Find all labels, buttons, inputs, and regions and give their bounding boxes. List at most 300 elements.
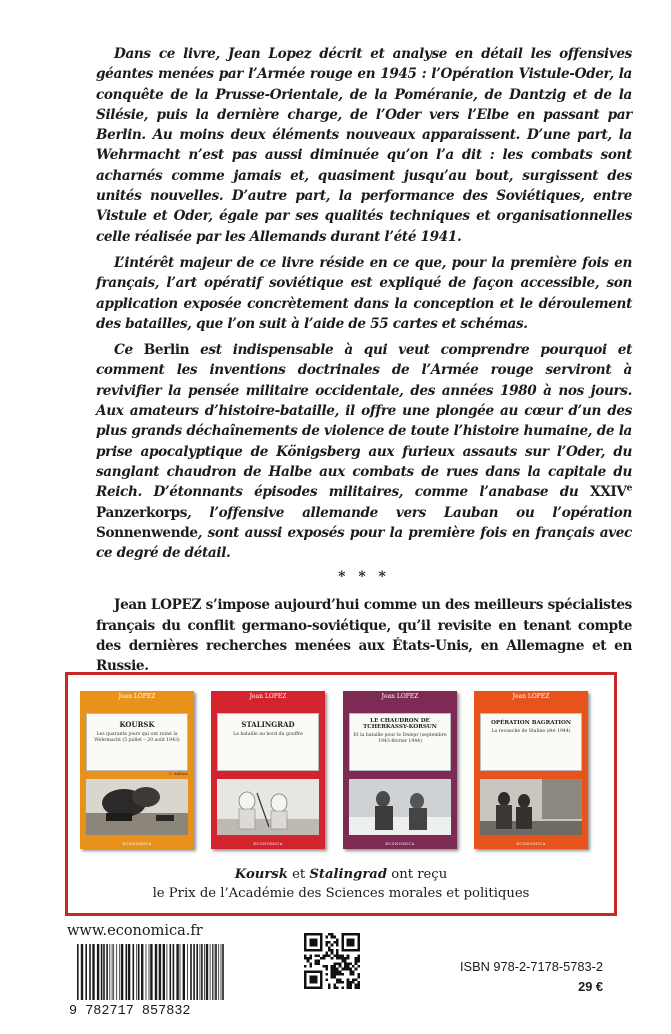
barcode-bar: [155, 944, 157, 1000]
qr-module: [341, 954, 344, 957]
book-title: KOURSK: [119, 720, 155, 729]
qr-module: [309, 957, 312, 960]
qr-module: [317, 933, 320, 936]
barcode-bar: [190, 944, 192, 1000]
qr-module: [352, 981, 355, 984]
qr-module: [349, 986, 352, 989]
qr-module: [344, 933, 347, 936]
qr-module: [357, 944, 360, 947]
barcode-bar: [116, 944, 117, 1000]
qr-module: [355, 962, 358, 965]
qr-module: [336, 970, 339, 973]
book-author: Jean LOPEZ: [249, 693, 287, 700]
qr-module: [349, 984, 352, 987]
barcode-bar: [77, 944, 79, 1000]
qr-module: [344, 962, 347, 965]
qr-module: [344, 949, 347, 952]
qr-module: [325, 944, 328, 947]
qr-module: [331, 968, 334, 971]
qr-module: [331, 970, 334, 973]
qr-module: [349, 981, 352, 984]
qr-module: [355, 986, 358, 989]
barcode-bar: [149, 944, 150, 1000]
qr-module: [347, 986, 350, 989]
qr-module: [339, 957, 342, 960]
p3-part: est indispensable à qui veut comprendre pourquoi et comment les inventions doctrinales de l’Armée rouge serviront à revivifier la pensée militaire occidentale, des années 1980 à nos jours. Aux amateurs d’histoire-bataille, il offre une plongée au cœur d’un des plus grands déchaînements de violence de toute l’histoire humaine, de la prise apocalyptique de Königsberg aux furieux assauts sur l’Oder, du sanglant chaudron de Halbe aux combats de rues dans la capitale du Reich. D’étonnants épisodes militaires, comme l’anabase du: [96, 342, 632, 501]
qr-module: [328, 986, 331, 989]
book-title-berlin: Berlin: [143, 342, 190, 359]
qr-module: [312, 949, 315, 952]
p3-part: , l’offensive allemande vers Lauban ou l’opération: [187, 504, 632, 521]
barcode-bar: [81, 944, 83, 1000]
qr-module: [339, 965, 342, 968]
qr-module: [304, 981, 307, 984]
qr-module: [309, 938, 312, 941]
book-cover-tcherkassy: [343, 691, 457, 849]
qr-module: [325, 968, 328, 971]
qr-module: [304, 938, 307, 941]
barcode-bar: [206, 944, 208, 1000]
qr-module: [357, 957, 360, 960]
qr-module: [341, 941, 344, 944]
qr-module: [341, 986, 344, 989]
qr-module: [325, 941, 328, 944]
qr-module: [341, 946, 344, 949]
qr-module: [344, 957, 347, 960]
award-caption: [68, 865, 614, 903]
back-cover-text: [96, 44, 632, 677]
qr-module: [309, 981, 312, 984]
barcode-bar: [89, 944, 91, 1000]
qr-module: [304, 976, 307, 979]
qr-module: [355, 949, 358, 952]
barcode-bar: [204, 944, 205, 1000]
qr-module: [347, 978, 350, 981]
barcode-digits: 9 782717 857832: [69, 1004, 191, 1016]
qr-module: [320, 938, 323, 941]
barcode-bar: [109, 944, 110, 1000]
qr-module: [339, 954, 342, 957]
qr-module: [333, 973, 336, 976]
book-subtitle: La revanche de Staline (été 1944): [491, 729, 571, 734]
qr-module: [333, 965, 336, 968]
qr-module: [339, 962, 342, 965]
qr-module: [341, 981, 344, 984]
qr-module: [339, 978, 342, 981]
qr-module: [331, 957, 334, 960]
qr-module: [309, 949, 312, 952]
qr-module: [349, 941, 352, 944]
qr-module: [304, 957, 307, 960]
qr-module: [341, 960, 344, 963]
qr-module: [341, 968, 344, 971]
qr-module: [357, 984, 360, 987]
book-author: Jean LOPEZ: [512, 693, 550, 700]
qr-module: [307, 949, 310, 952]
qr-module: [312, 944, 315, 947]
qr-module: [357, 981, 360, 984]
book-cover-stalingrad: [211, 691, 325, 849]
isbn-number: ISBN 978-2-7178-5783-2: [460, 959, 603, 974]
caption-received: ont reçu: [387, 867, 448, 882]
qr-module: [323, 954, 326, 957]
qr-module: [333, 941, 336, 944]
qr-module: [315, 938, 318, 941]
qr-module: [336, 938, 339, 941]
qr-module: [357, 965, 360, 968]
qr-module: [357, 938, 360, 941]
qr-module: [323, 965, 326, 968]
barcode-bar: [112, 944, 113, 1000]
qr-module: [349, 970, 352, 973]
qr-module: [357, 946, 360, 949]
qr-module: [315, 941, 318, 944]
barcode-bar: [193, 944, 195, 1000]
qr-module: [352, 933, 355, 936]
qr-module: [304, 936, 307, 939]
qr-module: [309, 962, 312, 965]
qr-code: [304, 933, 360, 989]
barcode-bar: [113, 944, 114, 1000]
publisher-website[interactable]: www.economica.fr: [67, 923, 203, 939]
qr-module: [304, 946, 307, 949]
qr-module: [315, 978, 318, 981]
qr-module: [357, 954, 360, 957]
caption-and: et: [287, 867, 310, 882]
qr-module: [323, 957, 326, 960]
barcode-bar: [121, 944, 123, 1000]
qr-module: [349, 944, 352, 947]
qr-module: [357, 936, 360, 939]
qr-module: [309, 941, 312, 944]
qr-module: [336, 968, 339, 971]
qr-module: [357, 976, 360, 979]
qr-module: [336, 944, 339, 947]
qr-module: [333, 986, 336, 989]
qr-module: [341, 944, 344, 947]
barcode-bar: [163, 944, 165, 1000]
qr-module: [347, 938, 350, 941]
summary-paragraph-1: Dans ce livre, Jean Lopez décrit et analyse en détail les offensives géantes menées par l’Armée rouge en 1945 : l’Opération Vistule-Oder, la conquête de la Prusse-Orientale, de la Poméranie, de Dantzig et de la Silésie, puis la dernière charge, de l’Oder vers l’Elbe en passant par Berlin. Au moins deux éléments nouveaux apparaissent. D’une part, la Wehrmacht n’est pas aussi diminuée qu’on l’a dit : les combats sont acharnés comme jamais et, quasiment jusqu’au bout, surgissent des unités nouvelles. D’autre part, la performance des Soviétiques, entre Vistule et Oder, égale par ses qualités techniques et organisationnelles celle réalisée par les Allemands durant l’été 1941.: [96, 46, 632, 245]
book-publisher: ECONOMICA: [122, 842, 152, 846]
qr-module: [347, 984, 350, 987]
qr-module: [315, 986, 318, 989]
qr-module: [355, 984, 358, 987]
barcode-bar: [128, 944, 130, 1000]
qr-module: [357, 941, 360, 944]
qr-module: [349, 968, 352, 971]
qr-module: [355, 968, 358, 971]
summary-paragraph-3: [96, 340, 632, 563]
qr-module: [309, 933, 312, 936]
qr-module: [352, 970, 355, 973]
qr-module: [336, 941, 339, 944]
book-title: STALINGRAD: [241, 720, 295, 729]
barcode-bar: [222, 944, 224, 1000]
qr-module: [309, 978, 312, 981]
qr-module: [309, 976, 312, 979]
qr-module: [307, 960, 310, 963]
qr-module: [347, 968, 350, 971]
qr-module: [304, 941, 307, 944]
author-bio: Jean LOPEZ s’impose aujourd’hui comme un des meilleurs spécialistes français du conflit germano-soviétique, qu’il revisite en tenant compte des dernières recherches menées aux États-Unis, en Allemagne et en Russie.: [96, 597, 632, 675]
barcode-bar: [146, 944, 147, 1000]
qr-module: [315, 960, 318, 963]
qr-module: [309, 965, 312, 968]
corps-number: XXIV: [590, 484, 627, 501]
qr-module: [315, 970, 318, 973]
qr-module: [307, 986, 310, 989]
qr-module: [325, 973, 328, 976]
qr-module: [339, 981, 342, 984]
qr-module: [341, 936, 344, 939]
book-title-panel: [86, 713, 188, 771]
ordinal-suffix: e: [626, 483, 632, 494]
qr-module: [352, 973, 355, 976]
qr-module: [325, 936, 328, 939]
qr-module: [317, 954, 320, 957]
barcode-bar: [176, 944, 178, 1000]
qr-module: [336, 952, 339, 955]
qr-module: [328, 949, 331, 952]
qr-module: [331, 973, 334, 976]
price: 29 €: [578, 979, 603, 994]
qr-module: [328, 954, 331, 957]
qr-module: [304, 986, 307, 989]
qr-module: [339, 970, 342, 973]
qr-module: [333, 984, 336, 987]
barcode-bar: [106, 944, 108, 1000]
book-publisher: ECONOMICA: [385, 842, 415, 846]
caption-book-koursk: Koursk: [234, 867, 288, 882]
qr-module: [320, 981, 323, 984]
qr-module: [315, 954, 318, 957]
qr-module: [336, 986, 339, 989]
book-cover-bagration: [474, 691, 588, 849]
qr-module: [339, 973, 342, 976]
qr-module: [320, 976, 323, 979]
barcode-bar: [159, 944, 161, 1000]
qr-module: [347, 941, 350, 944]
qr-module: [349, 933, 352, 936]
caption-book-stalingrad: Stalingrad: [309, 867, 388, 882]
barcode-bar: [212, 944, 213, 1000]
barcode-bar: [214, 944, 215, 1000]
qr-module: [333, 936, 336, 939]
qr-module: [312, 981, 315, 984]
book-author: Jean LOPEZ: [381, 693, 419, 700]
barcode-bar: [196, 944, 198, 1000]
qr-module: [312, 941, 315, 944]
qr-module: [304, 944, 307, 947]
qr-module: [357, 986, 360, 989]
qr-module: [333, 970, 336, 973]
barcode-bar: [85, 944, 87, 1000]
qr-module: [341, 933, 344, 936]
p3-part: Ce: [114, 342, 144, 359]
qr-module: [307, 970, 310, 973]
book-subtitle: Et la bataille pour le Dniepr (septembre 1943-février 1944): [353, 733, 447, 744]
qr-module: [304, 970, 307, 973]
qr-module: [304, 978, 307, 981]
qr-module: [320, 970, 323, 973]
barcode-bar: [136, 944, 137, 1000]
qr-module: [336, 962, 339, 965]
barcode-bar: [101, 944, 103, 1000]
qr-module: [309, 986, 312, 989]
barcode-bar: [183, 944, 185, 1000]
qr-module: [317, 970, 320, 973]
qr-module: [333, 954, 336, 957]
qr-module: [312, 938, 315, 941]
award-caption-line-2: le Prix de l’Académie des Sciences morales et politiques: [152, 886, 530, 901]
book-photo-koursk: [86, 779, 188, 835]
qr-module: [315, 981, 318, 984]
qr-module: [309, 970, 312, 973]
book-cover-koursk: [80, 691, 194, 849]
qr-module: [355, 978, 358, 981]
qr-module: [344, 960, 347, 963]
qr-module: [336, 981, 339, 984]
qr-module: [344, 968, 347, 971]
qr-module: [317, 960, 320, 963]
qr-module: [312, 978, 315, 981]
qr-module: [304, 949, 307, 952]
barcode-bar: [167, 944, 168, 1000]
book-photo-stalingrad: [217, 779, 319, 835]
qr-module: [347, 954, 350, 957]
book-title-panel: [349, 713, 451, 771]
qr-module: [352, 965, 355, 968]
qr-module: [341, 973, 344, 976]
qr-module: [333, 962, 336, 965]
qr-module: [317, 986, 320, 989]
book-photo-tcherkassy: [349, 779, 451, 835]
barcode-bar: [103, 944, 105, 1000]
qr-module: [352, 944, 355, 947]
qr-module: [312, 933, 315, 936]
qr-module: [352, 941, 355, 944]
qr-module: [331, 933, 334, 936]
qr-module: [331, 944, 334, 947]
qr-module: [307, 933, 310, 936]
qr-module: [347, 949, 350, 952]
qr-module: [328, 933, 331, 936]
barcode-bar: [92, 944, 94, 1000]
book-title: OPÉRATION BAGRATION: [490, 720, 572, 726]
qr-module: [336, 978, 339, 981]
qr-module: [347, 965, 350, 968]
qr-module: [304, 954, 307, 957]
qr-module: [320, 944, 323, 947]
qr-module: [357, 973, 360, 976]
qr-module: [304, 933, 307, 936]
qr-module: [325, 952, 328, 955]
qr-module: [336, 954, 339, 957]
qr-module: [347, 957, 350, 960]
qr-module: [336, 949, 339, 952]
qr-module: [349, 949, 352, 952]
award-caption-line-1: [68, 865, 614, 884]
qr-module: [355, 933, 358, 936]
qr-module: [312, 970, 315, 973]
qr-module: [347, 933, 350, 936]
qr-module: [320, 941, 323, 944]
book-subtitle: La bataille au bord du gouffre: [233, 732, 303, 737]
qr-module: [315, 933, 318, 936]
qr-module: [336, 957, 339, 960]
section-separator: * * *: [338, 569, 390, 586]
qr-module: [304, 984, 307, 987]
book-author: Jean LOPEZ: [118, 693, 156, 700]
qr-module: [344, 965, 347, 968]
qr-module: [349, 973, 352, 976]
summary-paragraph-2: L’intérêt majeur de ce livre réside en ce que, pour la première fois en français, l’art opératif soviétique est expliqué de façon accessible, son application exposée concrètement dans la conception et le déroulement des batailles, que l’on suit à l’aide de 55 cartes et schémas.: [96, 254, 632, 332]
barcode-bar: [126, 944, 128, 1000]
qr-module: [320, 949, 323, 952]
qr-module: [312, 986, 315, 989]
book-title-panel: [480, 713, 582, 771]
qr-module: [307, 957, 310, 960]
qr-module: [325, 965, 328, 968]
qr-module: [333, 968, 336, 971]
qr-module: [304, 965, 307, 968]
qr-module: [315, 949, 318, 952]
barcode-bar: [201, 944, 203, 1000]
qr-module: [336, 973, 339, 976]
book-title: LE CHAUDRON DE TCHERKASSY-KORSUN: [363, 718, 437, 730]
qr-module: [320, 933, 323, 936]
qr-module: [320, 973, 323, 976]
qr-module: [315, 962, 318, 965]
qr-module: [315, 976, 318, 979]
barcode-bar: [138, 944, 140, 1000]
qr-module: [347, 962, 350, 965]
qr-module: [352, 938, 355, 941]
qr-module: [349, 938, 352, 941]
qr-module: [349, 962, 352, 965]
qr-module: [355, 960, 358, 963]
qr-module: [317, 949, 320, 952]
qr-module: [357, 933, 360, 936]
qr-module: [341, 957, 344, 960]
qr-module: [357, 960, 360, 963]
qr-module: [309, 944, 312, 947]
qr-module: [320, 986, 323, 989]
qr-module: [331, 952, 334, 955]
qr-module: [328, 941, 331, 944]
barcode-bar: [221, 944, 222, 1000]
p3-part: , sont aussi exposés pour la première fois en français avec ce degré de détail.: [96, 524, 632, 562]
qr-module: [333, 976, 336, 979]
qr-module: [317, 962, 320, 965]
qr-module: [320, 936, 323, 939]
qr-module: [347, 981, 350, 984]
barcode-bar: [119, 944, 120, 1000]
barcode-bar: [187, 944, 188, 1000]
book-photo-bagration: [480, 779, 582, 835]
qr-module: [331, 949, 334, 952]
barcode-bar: [180, 944, 181, 1000]
qr-module: [328, 946, 331, 949]
qr-module: [325, 954, 328, 957]
qr-module: [352, 978, 355, 981]
operation-name: Sonnenwende: [96, 524, 198, 541]
barcode-bar: [215, 944, 217, 1000]
barcode-bar: [141, 944, 143, 1000]
panzerkorps-word: Panzerkorps: [96, 504, 188, 521]
qr-module: [357, 949, 360, 952]
